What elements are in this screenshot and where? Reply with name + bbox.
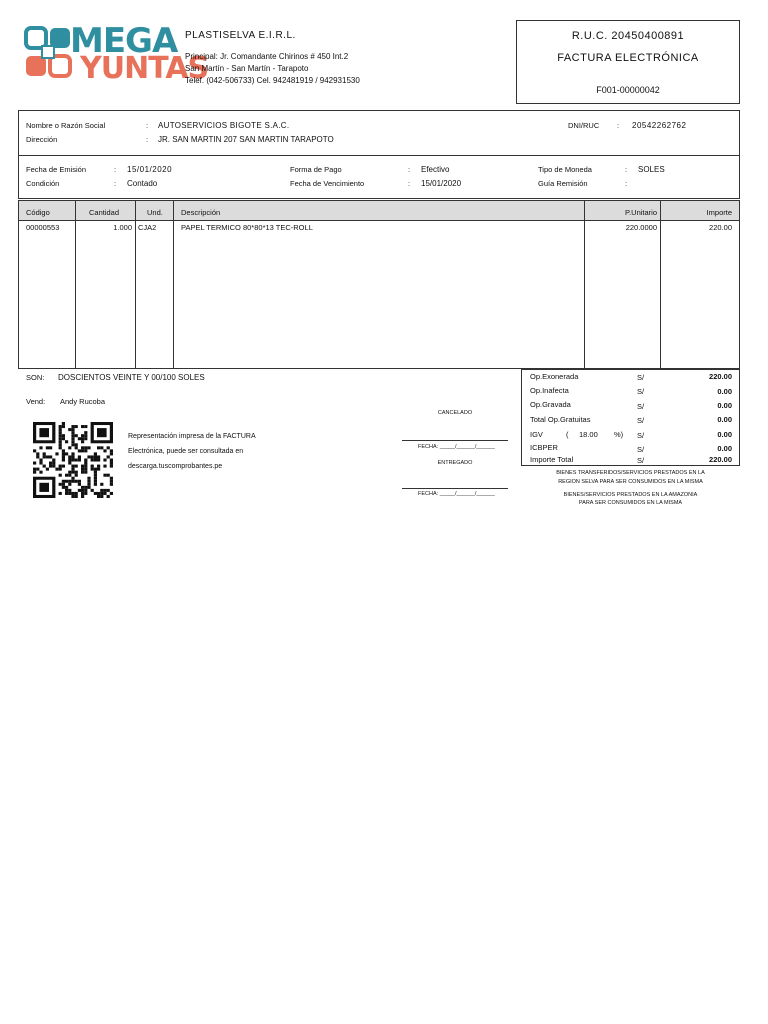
header-code: Código <box>26 208 50 217</box>
total-currency: S/ <box>637 373 645 382</box>
logo-pieces-icon <box>24 26 74 82</box>
note-line-2: Electrónica, puede ser consultada en <box>128 448 244 455</box>
header-amount: Importe <box>706 208 732 217</box>
colon: : <box>408 165 411 174</box>
issuer-name: PLASTISELVA E.I.R.L. <box>185 30 296 41</box>
colon: : <box>146 135 149 144</box>
document-type: FACTURA ELECTRÓNICA <box>557 52 699 64</box>
currency: SOLES <box>638 165 665 174</box>
logo-word-mega: MEGA <box>70 21 178 61</box>
logo-word-yuntas: YUNTAS <box>80 51 209 86</box>
issuer-address-2: San Martín - San Martín - Tarapoto <box>185 64 309 73</box>
total-currency: S/ <box>637 456 645 465</box>
total-value-inafecta: 0.00 <box>717 387 732 396</box>
payment-label: Forma de Pago <box>290 165 342 174</box>
total-currency: S/ <box>637 402 645 411</box>
colon: : <box>114 179 117 188</box>
colon: : <box>146 121 149 130</box>
igv-rate: 18.00 <box>579 430 598 439</box>
signature-cancelado-label: CANCELADO <box>437 410 473 416</box>
due-date: 15/01/2020 <box>421 179 462 188</box>
client-doc: 20542262762 <box>632 121 687 130</box>
guide-label: Guía Remisión <box>538 179 588 188</box>
amount-words-label: SON: <box>26 373 45 382</box>
due-date-label: Fecha de Vencimiento <box>290 179 365 188</box>
total-label-importe: Importe Total <box>530 455 574 464</box>
signature-entregado-label: ENTREGADO <box>437 460 473 466</box>
signature-cancelado-date: FECHA: _____/______/______ <box>418 444 495 450</box>
legend-line-3: BIENES/SERVICIOS PRESTADOS EN LA AMAZONIA <box>563 492 698 498</box>
issue-date-label: Fecha de Emisión <box>26 165 87 174</box>
client-name-label: Nombre o Razón Social <box>26 121 106 130</box>
qr-code-icon <box>33 422 113 498</box>
header-description: Descripción <box>181 208 221 217</box>
client-name: AUTOSERVICIOS BIGOTE S.A.C. <box>158 121 290 130</box>
total-label-inafecta: Op.Inafecta <box>530 386 569 395</box>
total-value-gratuitas: 0.00 <box>717 415 732 424</box>
seller-label: Vend: <box>26 397 46 406</box>
table-row-amount: 220.00 <box>709 223 732 232</box>
total-label-icbper: ICBPER <box>530 443 558 452</box>
signature-entregado-date: FECHA: _____/______/______ <box>418 491 495 497</box>
total-value-exonerada: 220.00 <box>709 372 732 381</box>
header-unit: Und. <box>147 208 163 217</box>
seller: Andy Rucoba <box>60 397 106 406</box>
note-line-1: Representación impresa de la FACTURA <box>128 433 256 440</box>
payment-method: Efectivo <box>421 165 450 174</box>
legend-line-1: BIENES TRANSFERIDOS/SERVICIOS PRESTADOS EN LA <box>556 470 705 476</box>
table-row-quantity: 1.000 <box>113 223 132 232</box>
header-quantity: Cantidad <box>89 208 120 217</box>
total-label-igv: IGV <box>530 430 543 439</box>
total-currency: S/ <box>637 445 645 454</box>
company-logo <box>24 21 209 86</box>
igv-rate-open: ( <box>566 430 569 439</box>
client-doc-label: DNI/RUC <box>568 121 600 130</box>
colon: : <box>617 121 620 130</box>
ruc-box <box>516 20 740 104</box>
colon: : <box>625 179 628 188</box>
table-row-unit: CJA2 <box>138 223 157 232</box>
total-currency: S/ <box>637 431 645 440</box>
header-unit-price: P.Unitario <box>625 208 657 217</box>
condition-label: Condición <box>26 179 60 188</box>
colon: : <box>408 179 411 188</box>
legend-line-4: PARA SER CONSUMIDOS EN LA MISMA <box>578 500 683 506</box>
ruc-number: R.U.C. 20450400891 <box>571 30 685 42</box>
total-currency: S/ <box>637 416 645 425</box>
signature-cancelado-line <box>402 440 508 441</box>
amount-words: DOSCIENTOS VEINTE Y 00/100 SOLES <box>58 373 205 382</box>
issuer-phones: Telef. (042-506733) Cel. 942481919 / 942931530 <box>185 76 360 85</box>
client-address-label: Dirección <box>26 135 58 144</box>
total-currency: S/ <box>637 387 645 396</box>
document-number: F001-00000042 <box>596 85 660 95</box>
total-value-importe: 220.00 <box>709 455 732 464</box>
colon: : <box>114 165 117 174</box>
total-label-gravada: Op.Gravada <box>530 400 571 409</box>
condition: Contado <box>127 179 158 188</box>
colon: : <box>625 165 628 174</box>
signature-entregado-line <box>402 488 508 489</box>
table-row-unit-price: 220.0000 <box>625 223 657 232</box>
issuer-address-1: Principal: Jr. Comandante Chirinos # 450 Int.2 <box>185 52 349 61</box>
table-row-description: PAPEL TERMICO 80*80*13 TEC-ROLL <box>181 223 313 232</box>
igv-rate-close: %) <box>614 430 624 439</box>
total-value-icbper: 0.00 <box>717 444 732 453</box>
table-row-code: 00000553 <box>26 223 60 232</box>
total-label-exonerada: Op.Exonerada <box>530 372 579 381</box>
total-label-gratuitas: Total Op.Gratuitas <box>530 415 591 424</box>
note-line-3: descarga.tuscomprobantes.pe <box>128 463 223 470</box>
client-address: JR. SAN MARTIN 207 SAN MARTIN TARAPOTO <box>158 135 334 144</box>
total-value-igv: 0.00 <box>717 430 732 439</box>
total-value-gravada: 0.00 <box>717 401 732 410</box>
currency-label: Tipo de Moneda <box>538 165 592 174</box>
legend-line-2: REGION SELVA PARA SER CONSUMIDOS EN LA MISMA <box>558 479 703 485</box>
issue-date: 15/01/2020 <box>127 165 173 174</box>
